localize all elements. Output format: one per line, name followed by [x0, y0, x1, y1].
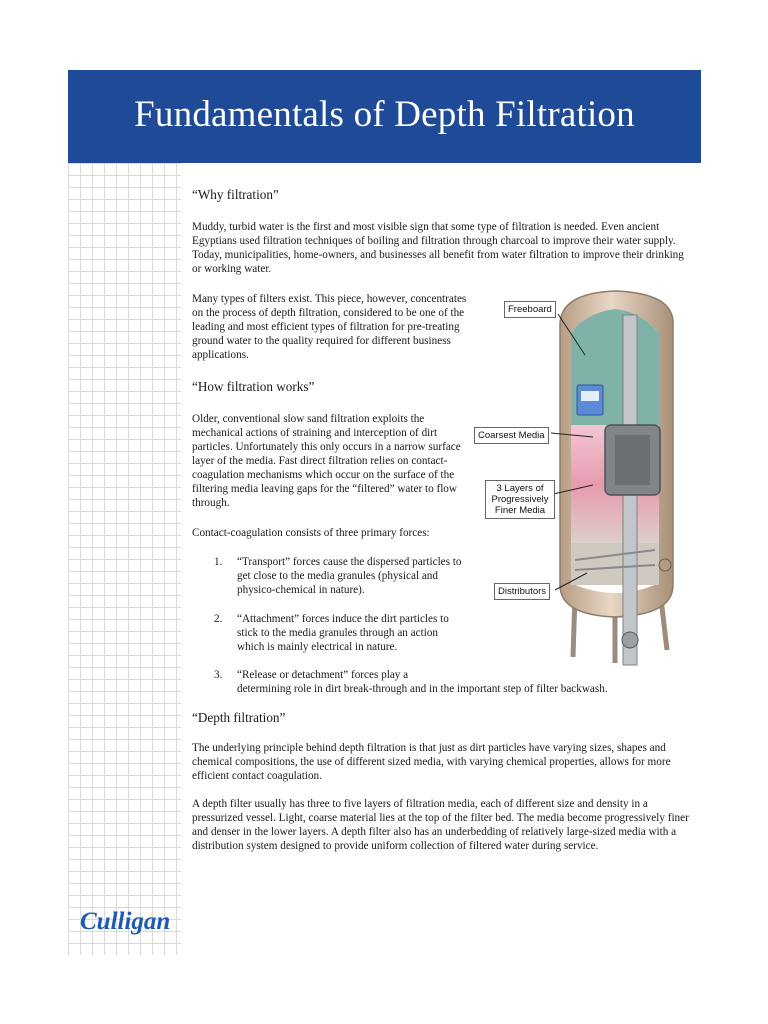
label-freeboard: Freeboard [504, 301, 556, 318]
heading-depth: “Depth filtration” [192, 710, 286, 725]
label-coarsest-media: Coarsest Media [474, 427, 549, 444]
why-paragraph-1: Muddy, turbid water is the first and most visible sign that some type of filtration is needed. Even ancient Egyptians used filtration techniques of boiling and filtration through charcoal to improve their water supply. Today, municipalities, home-owners, and businesses all benefit from water filtration to improve their drinking or working water. [192, 221, 684, 275]
logo-text: Culligan [80, 908, 171, 935]
heading-how: “How filtration works” [192, 379, 315, 394]
heading-why: “Why filtration” [192, 187, 279, 202]
how-paragraph-1: Older, conventional slow sand filtration exploits the mechanical actions of straining and interception of dirt particles. Unfortunately this only occurs in a narrow surface layer of the media. Fast direct filtration relies on contact-coagulation mechanisms which occur on the surface of the filtering media leaving gaps for the “filtered” water to flow through. [192, 413, 461, 509]
depth-paragraph-1: The underlying principle behind depth filtration is that just as dirt particles have varying sizes, shapes and chemical compositions, the use of different sized media, with varying chemical properties, allows for more efficient contact coagulation. [192, 742, 671, 782]
depth-paragraph-2: A depth filter usually has three to five layers of filtration media, each of different size and density in a pressurized vessel. Light, coarse material lies at the top of the filter bed. The media become progressively finer and denser in the lower layers. A depth filter also has an underbedding of relatively large-sized media with a distribution system designed to provide uniform collection of filtered water during service. [192, 798, 689, 852]
how-paragraph-2: Contact-coagulation consists of three primary forces: [192, 527, 430, 539]
culligan-logo [78, 903, 173, 943]
grid-decoration [68, 163, 181, 955]
title-banner [68, 70, 701, 163]
page-title: Fundamentals of Depth Filtration [134, 94, 635, 135]
label-distributors: Distributors [494, 583, 550, 600]
why-paragraph-2: Many types of filters exist. This piece, however, concentrates on the process of depth filtration, considered to be one of the leading and most efficient types of filtration for pre-treating ground water to the quality required for different business applications. [192, 293, 467, 361]
label-finer-media-layers: 3 Layers of Progressively Finer Media [485, 480, 555, 519]
